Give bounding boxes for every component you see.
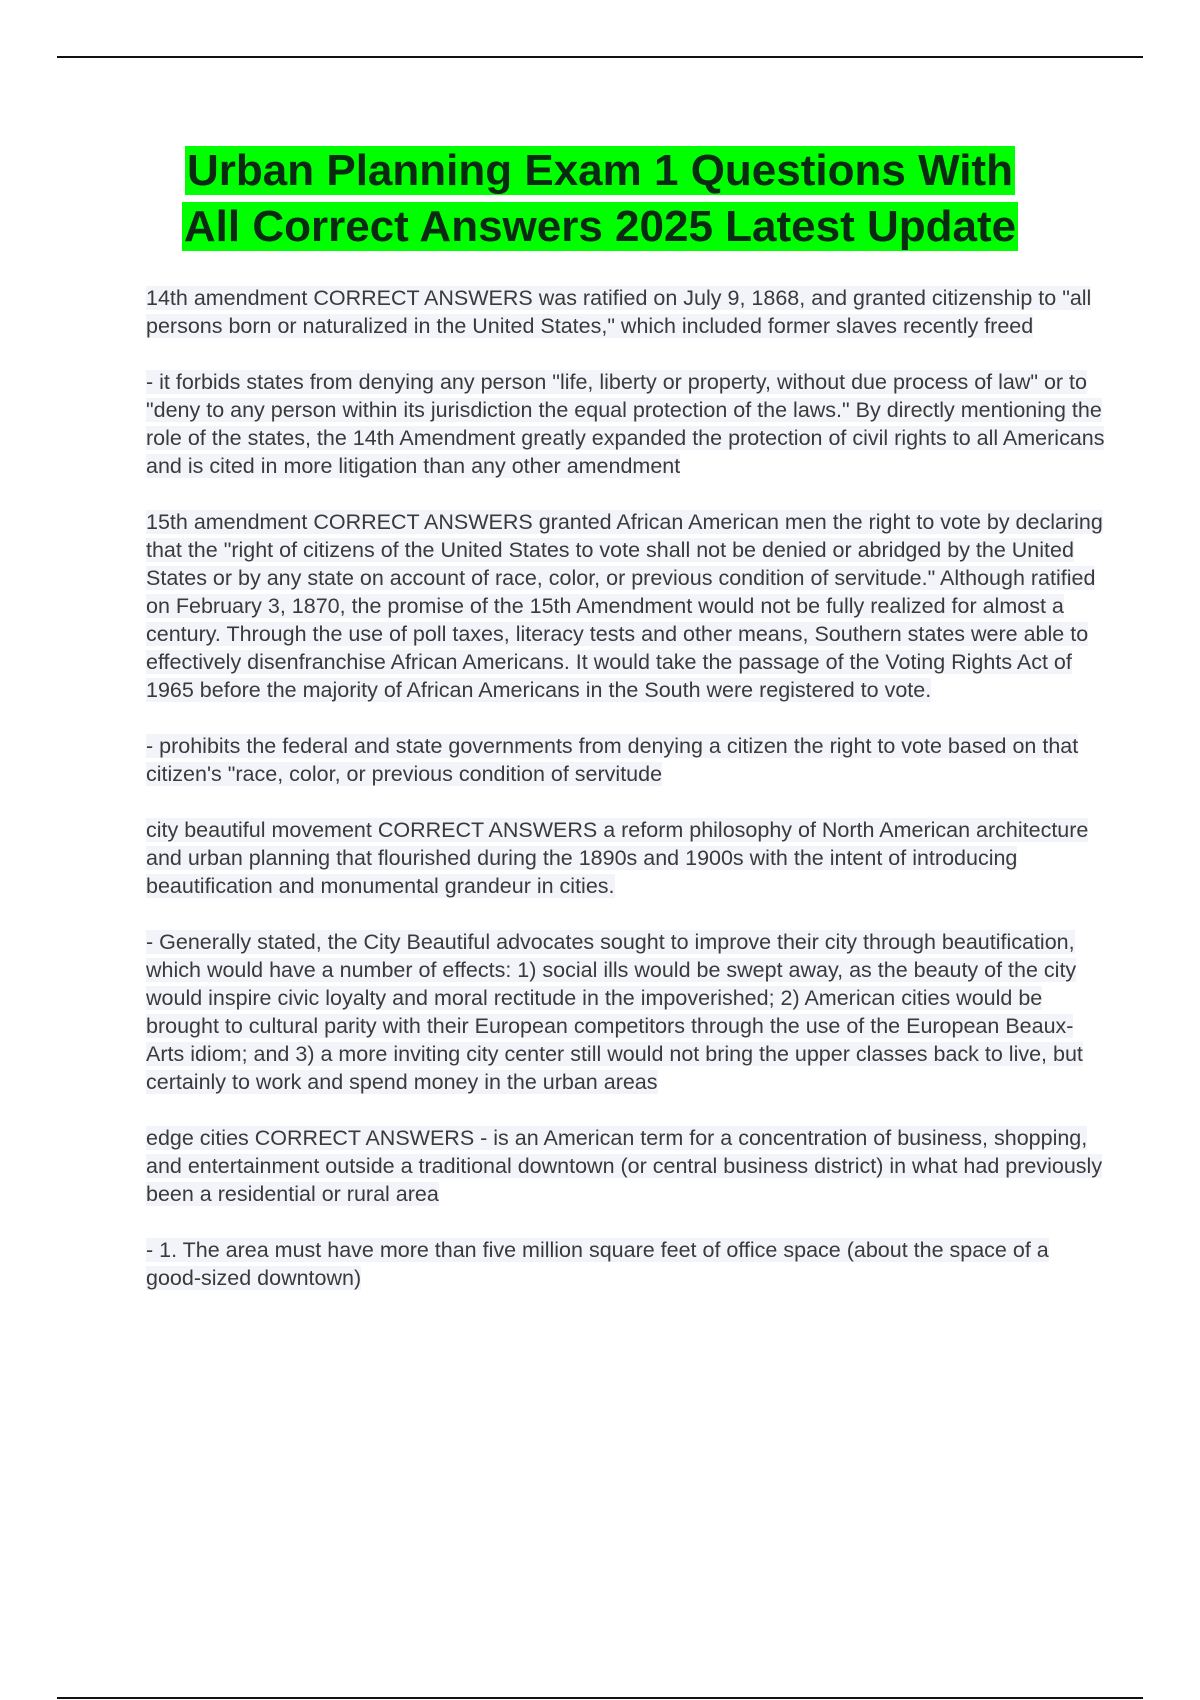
footer-rule — [57, 1697, 1143, 1699]
paragraph-edge-cities-detail: - 1. The area must have more than five million square feet of office space (about the space of a good-sized downtown) — [146, 1238, 1049, 1290]
paragraph-edge-cities: edge cities CORRECT ANSWERS - is an American term for a concentration of business, shopping, and entertainment outside a traditional downtown (or central business district) in what had previously been a residential or rural area — [146, 1126, 1103, 1206]
title-block — [120, 143, 1080, 255]
paragraph-14th-amendment-detail: - it forbids states from denying any person "life, liberty or property, without due process of law" or to "deny to any person within its jurisdiction the equal protection of the laws." By directly mentioning the role of the states, the 14th Amendment greatly expanded the protection of civil rights to all Americans and is cited in more litigation than any other amendment — [146, 370, 1105, 478]
paragraph-city-beautiful-detail: - Generally stated, the City Beautiful advocates sought to improve their city through beautification, which would have a number of effects: 1) social ills would be swept away, as the beauty of the city would inspire civic loyalty and moral rectitude in the impoverished; 2) American cities would be brought to cultural parity with their European competitors through the use of the European Beaux-Arts idiom; and 3) a more inviting city center still would not bring the upper classes back to live, but certainly to work and spend money in the urban areas — [146, 930, 1083, 1094]
title-line-2: All Correct Answers 2025 Latest Update — [183, 202, 1017, 251]
document-body — [146, 284, 1106, 1320]
paragraph-15th-amendment-detail: - prohibits the federal and state governments from denying a citizen the right to vote based on that citizen's "race, color, or previous condition of servitude — [146, 734, 1079, 786]
paragraph-15th-amendment: 15th amendment CORRECT ANSWERS granted African American men the right to vote by declaring that the "right of citizens of the United States to vote shall not be denied or abridged by the United States or by any state on account of race, color, or previous condition of servitude." Although ratified on February 3, 1870, the promise of the 15th Amendment would not be fully realized for almost a century. Through the use of poll taxes, literacy tests and other means, Southern states were able to effectively disenfranchise African Americans. It would take the passage of the Voting Rights Act of 1965 before the majority of African Americans in the South were registered to vote. — [146, 510, 1103, 702]
paragraph-14th-amendment: 14th amendment CORRECT ANSWERS was ratified on July 9, 1868, and granted citizenship to "all persons born or naturalized in the United States," which included former slaves recently freed — [146, 286, 1092, 338]
document-title — [120, 143, 1080, 255]
paragraph-city-beautiful: city beautiful movement CORRECT ANSWERS a reform philosophy of North American architecture and urban planning that flourished during the 1890s and 1900s with the intent of introducing beautification and monumental grandeur in cities. — [146, 818, 1089, 898]
header-rule — [57, 56, 1143, 58]
title-line-1: Urban Planning Exam 1 Questions With — [187, 146, 1013, 195]
